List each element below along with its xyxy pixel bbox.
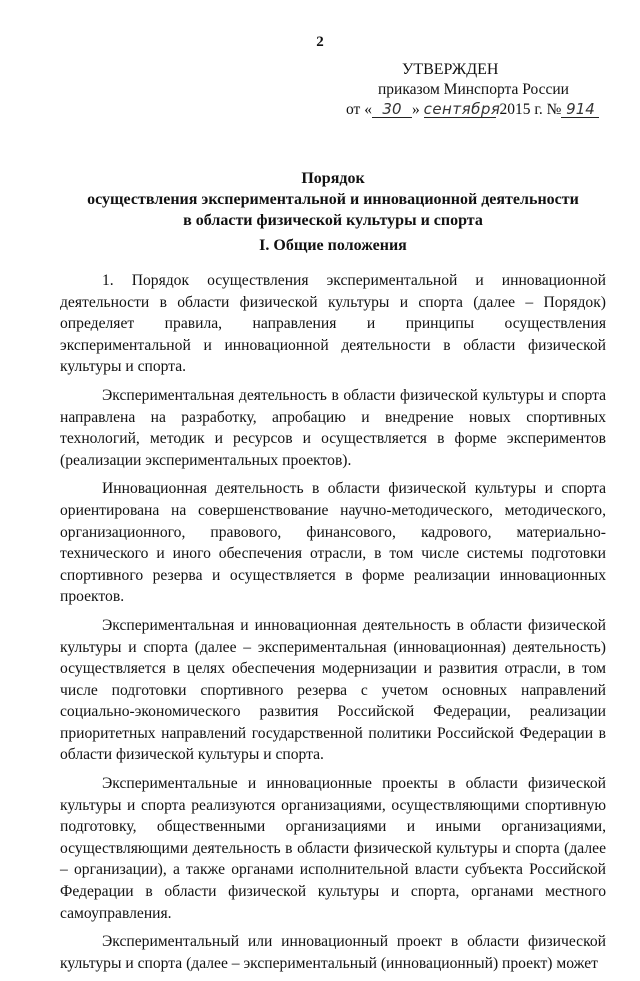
title-line-2: осуществления экспериментальной и инновационной деятельности bbox=[87, 191, 579, 208]
handwritten-month: сентября bbox=[423, 100, 501, 118]
paragraph: Экспериментальная деятельность в области физической культуры и спорта направлена на разработку, апробацию и внедрение новых спортивных технологий, методик и ресурсов и осуществляется в форме экспериментов (реализации экспериментальных проектов). bbox=[60, 386, 606, 469]
date-year: 2015 г. № bbox=[499, 101, 562, 118]
handwritten-order-number: 914 bbox=[561, 101, 599, 118]
date-mid: » bbox=[411, 101, 420, 118]
approval-date-line bbox=[346, 100, 616, 120]
title-line-3: в области физической культуры и спорта bbox=[183, 212, 483, 229]
paragraph: Инновационная деятельность в области физической культуры и спорта ориентирована на совершенствование научно-методического, методического, организационного, правового, финансового, кадрового, материально-технического и иного обеспечения отрасли, в том числе системы подготовки спортивного резерва и осуществляется в форме реализации инновационных проектов. bbox=[60, 480, 606, 606]
approval-order-by: приказом Минспорта России bbox=[378, 81, 569, 98]
approval-heading: УТВЕРЖДЕН bbox=[402, 61, 499, 78]
paragraph: 1. Порядок осуществления экспериментальной и инновационной деятельности в области физической культуры и спорта (далее – Порядок) определяет правила, направления и принципы осуществления экспериментальной и инновационной деятельности в области физической культуры и спорта. bbox=[60, 272, 606, 376]
title-line-1: Порядок bbox=[301, 170, 365, 187]
section-title: I. Общие положения bbox=[259, 237, 407, 254]
paragraph: Экспериментальная и инновационная деятельность в области физической культуры и спорта (далее – экспериментальная (инновационная) деятельность) осуществляется в целях обеспечения модернизации и развития отрасли, в том числе подготовки спортивного резерва с учетом основных направлений социально-экономического развития Российской Федерации, реализации приоритетных направлений государственной политики Российской Федерации в области физической культуры и спорта. bbox=[60, 616, 606, 764]
paragraph: Экспериментальный или инновационный проект в области физической культуры и спорта (далее – экспериментальный (инновационный) проект) может bbox=[60, 933, 606, 972]
approval-block bbox=[346, 60, 616, 120]
date-prefix: от « bbox=[346, 101, 372, 118]
handwritten-day: 30 bbox=[372, 101, 412, 118]
body-text bbox=[60, 270, 606, 981]
page-number: 2 bbox=[316, 34, 324, 50]
paragraph: Экспериментальные и инновационные проекты в области физической культуры и спорта реализуются организациями, осуществляющими спортивную подготовку, общественными организациями и иными организациями, осуществляющими деятельность в области физической культуры и спорта (далее – организации), а также органами исполнительной власти субъекта Российской Федерации в области физической культуры и спорта, органами местного самоуправления. bbox=[60, 775, 606, 922]
document-title bbox=[60, 168, 606, 231]
